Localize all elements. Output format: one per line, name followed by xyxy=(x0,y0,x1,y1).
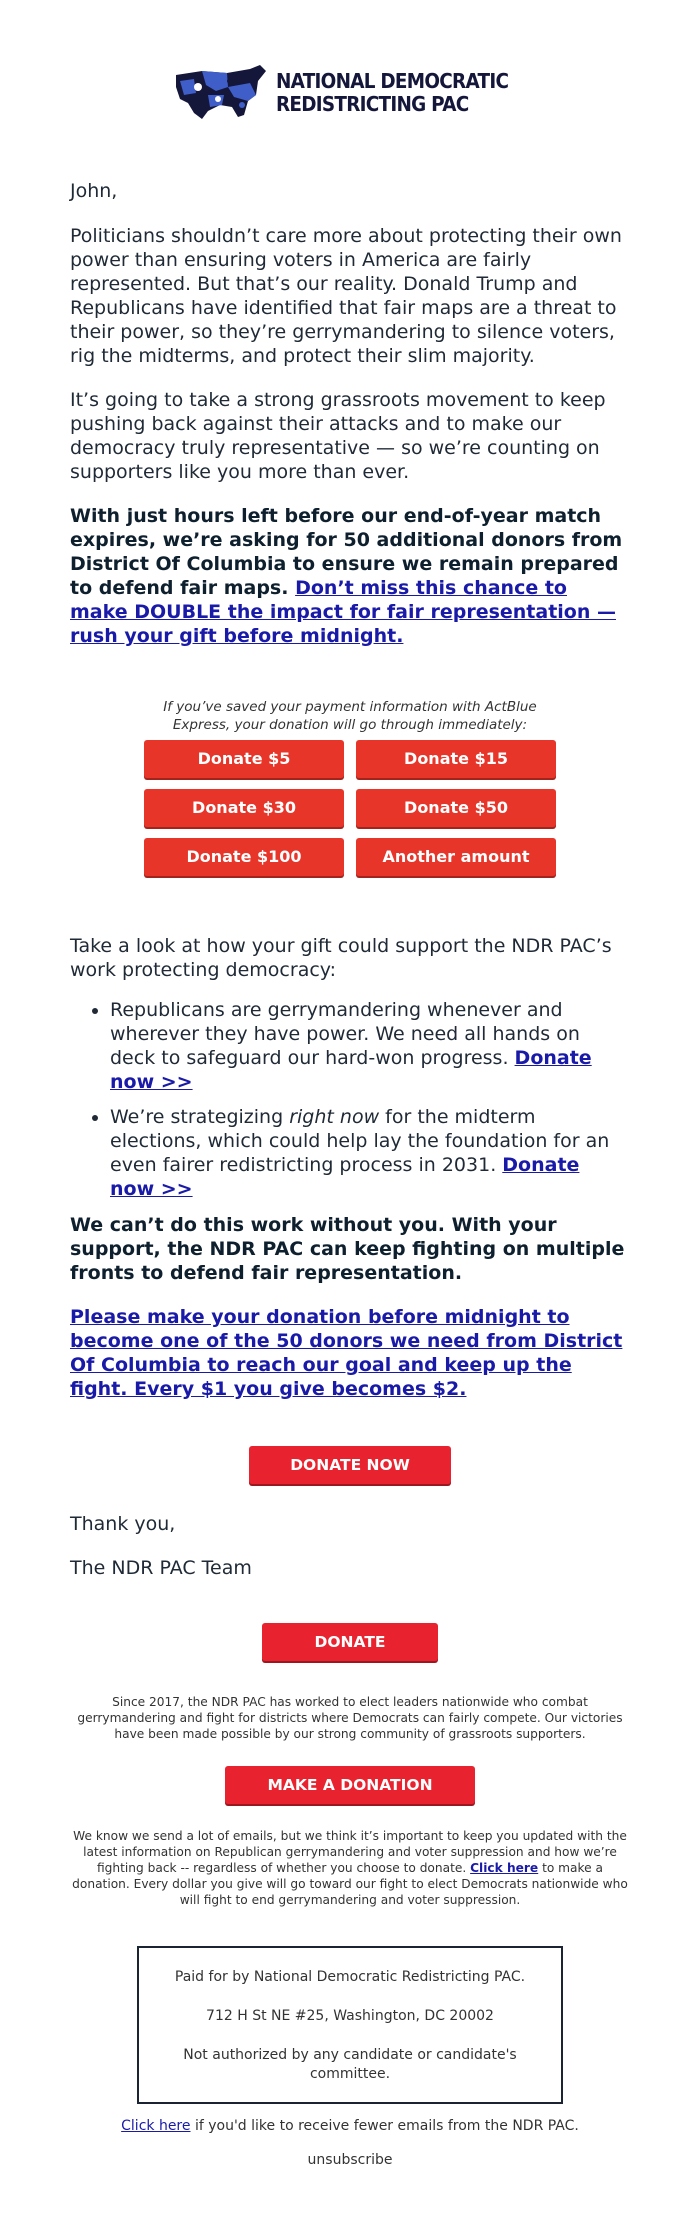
donate-30-button[interactable]: Donate $30 xyxy=(144,789,344,827)
click-here-donate-link[interactable]: Click here xyxy=(470,1861,539,1875)
donate-button-grid xyxy=(0,740,700,876)
paragraph-5: We can’t do this work without you. With your support, the NDR PAC can keep fighting on multiple fronts to defend fair representation. xyxy=(70,1214,625,1284)
logo[interactable] xyxy=(0,0,700,128)
donate-15-button[interactable]: Donate $15 xyxy=(356,740,556,778)
disclaimer-box xyxy=(137,1946,563,2104)
email-body xyxy=(0,178,700,648)
fewer-emails-text: if you'd like to receive fewer emails from the NDR PAC. xyxy=(194,2118,579,2134)
paragraph-3 xyxy=(70,504,630,648)
donate-100-button[interactable]: Donate $100 xyxy=(144,838,344,876)
us-map-puzzle-icon xyxy=(172,61,268,125)
signoff-block xyxy=(0,1512,700,1580)
midnight-donation-link[interactable]: Please make your donation before midnight to become one of the 50 donors we need from District Of Columbia to reach our goal and keep up the fight. Every $1 you give becomes $2. xyxy=(70,1306,623,1400)
paragraph-6 xyxy=(70,1305,630,1401)
email-note-post: to make a donation. Every dollar you give will go toward our fight to elect Democrats nationwide who will fight to end gerrymandering and voter suppression. xyxy=(72,1861,628,1907)
bullet-2-post: for the midterm elections, which could help lay the foundation for an even fairer redistricting process in 2031. xyxy=(110,1106,610,1176)
greeting: John, xyxy=(70,180,118,202)
make-a-donation-button[interactable]: MAKE A DONATION xyxy=(225,1766,475,1804)
email-note-pre: We know we send a lot of emails, but we think it’s important to keep you updated with the latest information on Republican gerrymandering and voter suppression and how we’re fighting back -- regardless of whether you choose to donate. xyxy=(73,1829,627,1875)
paid-for-text: Paid for by National Democratic Redistricting PAC. xyxy=(174,1969,526,1985)
bullet-2-pre: We’re strategizing xyxy=(110,1106,284,1128)
not-authorized-text: Not authorized by any candidate or candidate's committee. xyxy=(183,2047,517,2082)
fewer-emails-link[interactable]: Click here xyxy=(121,2118,191,2134)
donate-now-link-1[interactable]: Donate now >> xyxy=(110,1047,592,1093)
rush-gift-link[interactable]: Don’t miss this chance to make DOUBLE the impact for fair representation — rush your gift before midnight. xyxy=(70,577,616,647)
list-item xyxy=(110,998,630,1094)
paragraph-4: Take a look at how your gift could support the NDR PAC’s work protecting democracy: xyxy=(70,935,612,981)
donate-button[interactable]: DONATE xyxy=(262,1623,438,1661)
support-list xyxy=(70,998,630,1201)
another-amount-button[interactable]: Another amount xyxy=(356,838,556,876)
donate-5-button[interactable]: Donate $5 xyxy=(144,740,344,778)
bullet-1-text: Republicans are gerrymandering whenever and wherever they have power. We need all hands on deck to safeguard our hard-won progress. xyxy=(110,999,580,1069)
email-body-2 xyxy=(0,934,700,1401)
logo-wordmark xyxy=(276,70,508,116)
address-text: 712 H St NE #25, Washington, DC 20002 xyxy=(206,2008,494,2024)
donate-50-button[interactable]: Donate $50 xyxy=(356,789,556,827)
paragraph-2: It’s going to take a strong grassroots movement to keep pushing back against their attacks and to make our democracy truly representative — so we’re counting on supporters like you more than ever. xyxy=(70,389,606,483)
logo-line-1: NATIONAL DEMOCRATIC xyxy=(275,69,509,93)
donate-now-button[interactable]: DONATE NOW xyxy=(249,1446,451,1484)
email-frequency-note xyxy=(70,1828,630,1908)
paragraph-1: Politicians shouldn’t care more about protecting their own power than ensuring voters in America are fairly represented. But that’s our reality. Donald Trump and Republicans have identified that fair maps are a threat to their power, so they’re gerrymandering to silence voters, rig the midterms, and protect their slim majority. xyxy=(70,225,622,367)
paragraph-3-bold: With just hours left before our end-of-year match expires, we’re asking for 50 additional donors from District Of Columbia to ensure we remain prepared to defend fair maps. xyxy=(70,505,623,599)
bullet-2-em: right now xyxy=(289,1106,380,1128)
unsubscribe-link[interactable]: unsubscribe xyxy=(307,2152,393,2168)
actblue-note: If you’ve saved your payment information with ActBlue Express, your donation will go through immediately: xyxy=(163,699,537,733)
signature: The NDR PAC Team xyxy=(70,1557,252,1579)
list-item xyxy=(110,1105,630,1201)
thanks-text: Thank you, xyxy=(70,1513,176,1535)
logo-line-2: REDISTRICTING PAC xyxy=(275,92,469,116)
donate-now-link-2[interactable]: Donate now >> xyxy=(110,1154,580,1200)
since-2017-text: Since 2017, the NDR PAC has worked to elect leaders nationwide who combat gerrymandering and fight for districts where Democrats can fairly compete. Our victories have been made possible by our strong community of grassroots supporters. xyxy=(77,1695,623,1741)
fewer-emails-line xyxy=(0,2118,700,2134)
